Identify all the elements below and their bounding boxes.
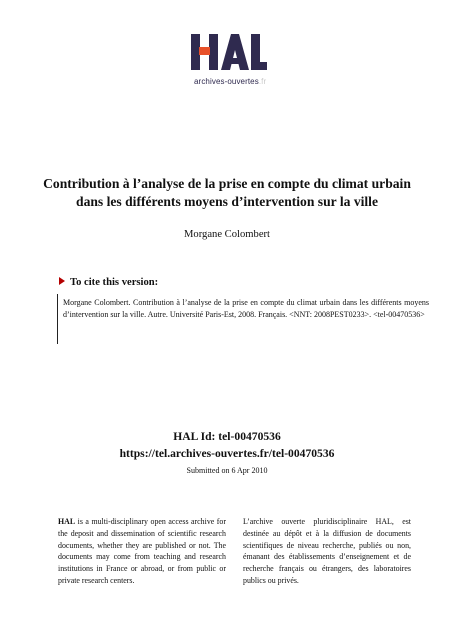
- english-description-text: is a multi-disciplinary open access archive for the deposit and dissemination of scientific research documents, whether they are published or not. The documents may come from teaching and research institutions in France or abroad, or from public or private research centers.: [58, 517, 226, 585]
- document-author: Morgane Colombert: [183, 229, 270, 240]
- french-description-lead: L’archive ouverte pluridisciplinaire HAL: [243, 517, 392, 526]
- english-description: [58, 516, 226, 587]
- triangle-right-icon: [59, 277, 65, 285]
- hal-url-link[interactable]: https://tel.archives-ouvertes.fr/tel-00470536: [119, 447, 335, 460]
- french-description-text: , est destinée au dépôt et à la diffusion de documents scientifiques de niveau recherche, publiés ou non, émanant des établissements d’enseignement et de recherche français ou étrangers, des laboratoires publics ou privés.: [243, 517, 411, 585]
- logo-tagline-main: archives-ouvertes: [194, 77, 259, 86]
- hal-logo[interactable]: [189, 28, 269, 88]
- logo-tagline: [194, 77, 266, 86]
- hal-logo-mark: [189, 28, 269, 76]
- citation-box: [57, 294, 431, 344]
- english-description-lead: HAL: [58, 517, 76, 526]
- cite-heading: [59, 277, 158, 288]
- citation-text: Morgane Colombert. Contribution à l’analyse de la prise en compte du climat urbain dans les différents moyens d’intervention sur la ville. Autre. Université Paris-Est, 2008. Français. <NNT: 2008PEST0233>. <tel-00470536>: [63, 298, 429, 319]
- french-description: [243, 516, 411, 587]
- document-title: Contribution à l’analyse de la prise en compte du climat urbain dans les différents moyens d’intervention sur la ville: [43, 176, 411, 209]
- submission-date: Submitted on 6 Apr 2010: [186, 466, 268, 475]
- cite-heading-label: To cite this version:: [70, 277, 159, 288]
- logo-tagline-suffix: .fr: [258, 77, 267, 86]
- hal-id: HAL Id: tel-00470536: [173, 430, 281, 443]
